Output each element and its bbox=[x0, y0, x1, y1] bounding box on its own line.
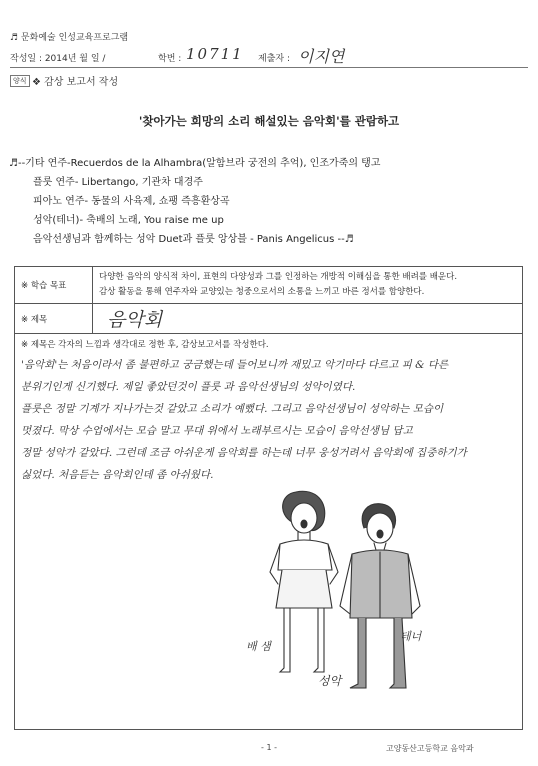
drawing-label-left: 배 샘 bbox=[246, 640, 271, 653]
female-singer-figure bbox=[270, 491, 338, 672]
form-title: ❖ 감상 보고서 작성 bbox=[32, 77, 119, 88]
header-divider bbox=[10, 67, 528, 68]
subject-value: 음악회 bbox=[107, 309, 163, 331]
drawing-label-right: 테너 bbox=[400, 630, 422, 643]
student-no-value: 10711 bbox=[186, 45, 244, 63]
program-name: ♬ 문화예술 인성교육프로그램 bbox=[10, 33, 129, 43]
goal-line-1: 다양한 음악의 양식적 차이, 표현의 다양성과 그를 인정하는 개방적 이해심을 통한 배려를 배운다. bbox=[99, 272, 458, 282]
program-line-2: 플룻 연주- Libertango, 기관차 대경주 bbox=[33, 177, 203, 188]
report-line-4: 멋졌다. 막상 수업에서는 모습 말고 무대 위에서 노래부르시는 모습이 음악선생님 답고 bbox=[21, 425, 413, 437]
male-singer-figure bbox=[340, 504, 420, 688]
page-number: - 1 - bbox=[261, 743, 277, 752]
report-line-3: 플룻은 정말 기계가 지나가는것 같았고 소리가 예뻤다. 그리고 음악선생님이 성악하는 모습이 bbox=[21, 403, 444, 415]
goal-text bbox=[93, 267, 523, 304]
goal-label: ※ 학습 목표 bbox=[15, 267, 93, 304]
report-instruction: ※ 제목은 각자의 느낌과 생각대로 정한 후, 감상보고서를 작성한다. bbox=[21, 340, 269, 350]
subject-cell bbox=[93, 304, 523, 334]
subject-label: ※ 제목 bbox=[15, 304, 93, 334]
program-line-1: ♬--기타 연주-Recuerdos de la Alhambra(알함브라 궁전의 추억), 인조가죽의 탱고 bbox=[9, 158, 381, 169]
report-line-2: 분위기인게 신기했다. 제일 좋았던것이 플룻 과 음악선생님의 성악이였다. bbox=[21, 381, 356, 393]
page-title: '찾아가는 희망의 소리 해설있는 음악회'를 관람하고 bbox=[138, 114, 400, 128]
program-line-3: 피아노 연주- 동물의 사육제, 쇼팽 즉흥환상곡 bbox=[33, 196, 230, 207]
submitter-value: 이지연 bbox=[298, 47, 345, 66]
goal-line-2: 감상 활동을 통해 연주자와 교양있는 청중으로서의 소통을 느끼고 바른 정서를 함양한다. bbox=[99, 287, 425, 297]
report-line-1: '음악회'는 처음이라서 좀 불편하고 궁금했는데 들어보니까 재밌고 악기마다 다르고 피 & 다른 bbox=[21, 359, 449, 371]
program-line-5: 음악선생님과 함께하는 성악 Duet과 플룻 앙상블 - Panis Angelicus --♬ bbox=[33, 234, 354, 245]
student-no-label: 학번 : bbox=[158, 54, 182, 64]
submitter-label: 제출자 : bbox=[258, 54, 290, 64]
drawing-label-center: 성악 bbox=[318, 674, 342, 688]
form-marker: 양식 bbox=[10, 75, 30, 87]
report-line-5: 정말 성악가 같았다. 그런데 조금 아쉬운게 음악회를 하는데 너무 웅성거려서 음악회에 집중하기가 bbox=[21, 447, 467, 459]
program-line-4: 성악(테너)- 축배의 노래, You raise me up bbox=[33, 215, 224, 226]
school-name: 고양동산고등학교 음악과 bbox=[386, 744, 474, 753]
report-line-6: 싫었다. 처음듣는 음악회인데 좀 아쉬웠다. bbox=[21, 469, 214, 481]
singers-drawing bbox=[240, 488, 460, 698]
date-label: 작성일 : 2014년 월 일 / bbox=[10, 54, 106, 64]
